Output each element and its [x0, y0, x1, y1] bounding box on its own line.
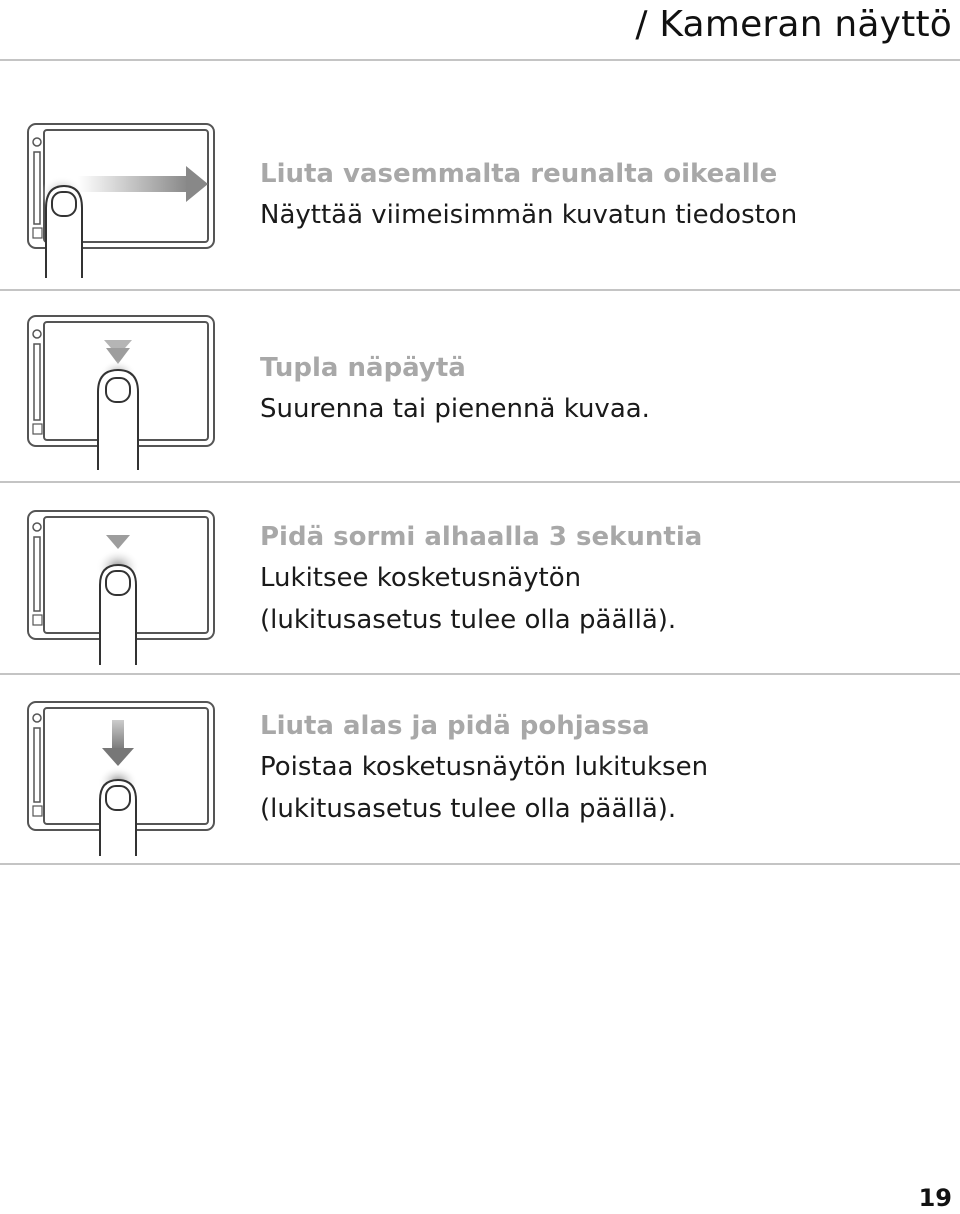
gesture-title: Tupla näpäytä — [260, 353, 466, 383]
fingernail — [106, 786, 130, 810]
swipe-right-illustration — [22, 118, 222, 278]
section-divider — [0, 673, 960, 675]
section-divider — [0, 481, 960, 483]
section-divider — [0, 289, 960, 291]
section-divider — [0, 863, 960, 865]
gesture-text — [260, 154, 950, 236]
gesture-description: Suurenna tai pienennä kuvaa. — [260, 394, 650, 424]
gesture-description: (lukitusasetus tulee olla päällä). — [260, 605, 677, 635]
gesture-text — [260, 706, 950, 830]
fingernail — [106, 571, 130, 595]
camera-screen-illustration — [22, 505, 222, 665]
swipe-down-illustration — [22, 696, 222, 856]
gesture-title: Liuta vasemmalta reunalta oikealle — [260, 159, 778, 189]
swipe-arrow-shaft — [78, 176, 188, 192]
fingernail — [106, 378, 130, 402]
gesture-description: Poistaa kosketusnäytön lukituksen — [260, 752, 709, 782]
camera-screen-illustration — [22, 696, 222, 856]
gesture-title: Pidä sormi alhaalla 3 sekuntia — [260, 522, 703, 552]
swipe-arrow-shaft — [112, 720, 124, 750]
camera-screen-illustration — [22, 118, 222, 278]
press-hold-illustration — [22, 505, 222, 665]
double-tap-illustration — [22, 310, 222, 470]
fingernail — [52, 192, 76, 216]
page-title: / Kameran näyttö — [635, 4, 952, 45]
gesture-description: Näyttää viimeisimmän kuvatun tiedoston — [260, 200, 798, 230]
header-divider — [0, 59, 960, 61]
gesture-title: Liuta alas ja pidä pohjassa — [260, 711, 650, 741]
camera-screen-illustration — [22, 310, 222, 470]
gesture-description: Lukitsee kosketusnäytön — [260, 563, 582, 593]
gesture-text — [260, 517, 950, 641]
gesture-description: (lukitusasetus tulee olla päällä). — [260, 794, 677, 824]
gesture-text — [260, 348, 950, 430]
page-number: 19 — [918, 1184, 952, 1212]
